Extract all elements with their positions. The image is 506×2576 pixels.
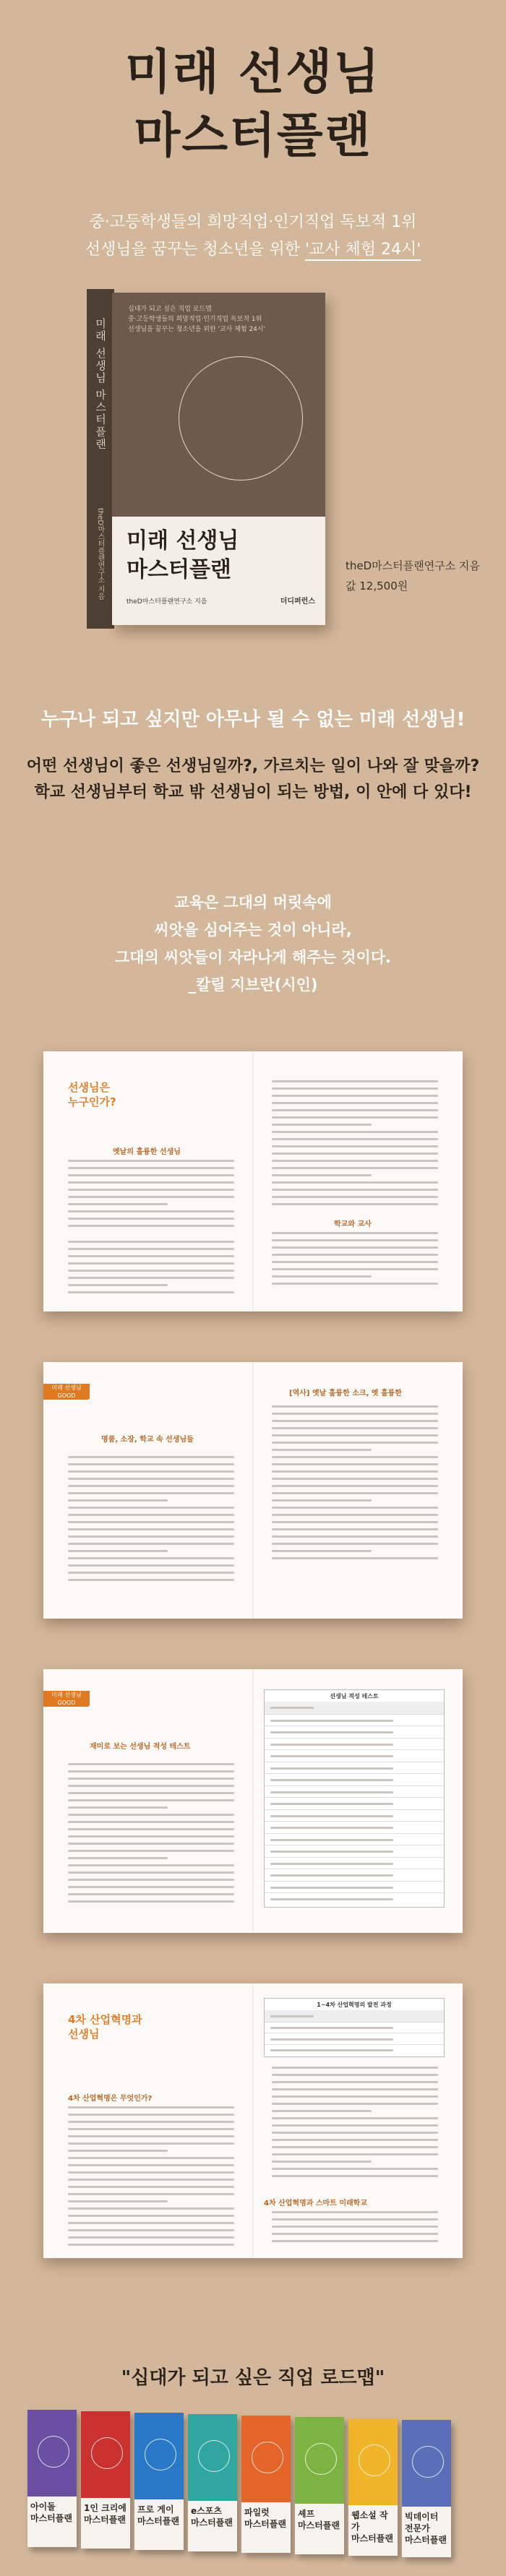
hero-section <box>0 0 506 672</box>
table-row <box>265 1785 444 1799</box>
roadmap-title: "십대가 되고 싶은 직업 로드맵" <box>121 2367 385 2389</box>
text-line <box>68 1543 234 1545</box>
text-line <box>68 1792 234 1794</box>
text-line <box>272 1413 438 1415</box>
text-line <box>270 1898 393 1900</box>
text-line <box>272 1499 372 1502</box>
cover-title-panel <box>112 517 325 625</box>
text-line <box>272 1095 438 1097</box>
text-line <box>68 2200 168 2202</box>
series-book-title: 프로 게이 마스터플랜 <box>137 2504 179 2526</box>
text-line <box>272 1254 438 1256</box>
cover-title-2: 마스터플랜 <box>126 557 231 582</box>
quote-line3: 그대의 씨앗들이 자라나게 해주는 것이다. <box>114 949 392 966</box>
text-line <box>272 1449 372 1451</box>
text-line <box>270 1707 314 1709</box>
series-book-circle-icon <box>198 2440 230 2472</box>
text-line <box>68 1270 234 1272</box>
text-line <box>68 1579 234 1581</box>
text-line <box>68 1900 234 1903</box>
spread4-table-title: 1~4차 산업혁명의 발전 과정 <box>317 2002 392 2008</box>
text-line <box>272 1124 372 1126</box>
text-line <box>68 1167 234 1169</box>
text-line <box>272 1492 438 1494</box>
series-book-circle-icon <box>145 2439 176 2471</box>
spread1-section-b: 학교와 교사 <box>334 1220 372 1228</box>
cover-top-text <box>128 304 312 335</box>
text-line <box>68 1499 168 1502</box>
text-line <box>68 1262 234 1265</box>
text-line <box>68 2114 234 2116</box>
text-line <box>270 1851 393 1853</box>
quote-line4: _칼릴 지브란(시인) <box>188 976 318 994</box>
text-line <box>68 2186 234 2188</box>
sample-spread-1 <box>43 1051 463 1311</box>
table-row <box>265 1892 444 1905</box>
text-line <box>68 2171 234 2174</box>
spread2-section-a: 명품, 소장, 학교 속 선생님들 <box>101 1436 194 1444</box>
series-book-panel <box>134 2499 184 2550</box>
series-book-title: 1인 크리에 마스터플랜 <box>84 2503 126 2525</box>
spread4-section-b: 4차 산업혁명과 스마트 미래학교 <box>264 2200 367 2207</box>
text-line <box>272 2161 372 2163</box>
text-line <box>270 2027 393 2029</box>
text-line <box>68 2215 234 2217</box>
text-line <box>68 2121 234 2123</box>
cover-series-label: 십대가 되고 싶은 직업 로드맵 <box>128 306 212 313</box>
text-line <box>270 2049 393 2051</box>
table-row <box>265 1738 444 1751</box>
text-line <box>272 1434 438 1436</box>
series-book-circle-icon <box>38 2436 69 2468</box>
text-line <box>68 1763 234 1765</box>
text-line <box>68 1470 234 1473</box>
series-books <box>27 2410 483 2554</box>
text-line <box>272 1246 438 1249</box>
quote-section <box>0 889 506 1012</box>
series-book-title: 셰프 마스터플랜 <box>298 2509 340 2530</box>
text-line <box>68 1850 234 1852</box>
text-line <box>68 1564 234 1567</box>
text-line <box>272 1543 438 1545</box>
text-line <box>68 1806 168 1809</box>
text-line <box>272 1080 438 1082</box>
table-row <box>265 1726 444 1739</box>
text-line <box>68 1291 234 1293</box>
series-book-panel <box>188 2501 237 2551</box>
headline-main: 누구나 되고 싶지만 아무나 될 수 없는 미래 선생님! <box>40 709 466 731</box>
series-book <box>295 2417 344 2554</box>
sample-spread-2 <box>43 1362 463 1619</box>
text-line <box>68 1225 234 1227</box>
text-line <box>272 1478 438 1480</box>
text-line <box>272 2132 438 2134</box>
text-line <box>272 1145 438 1147</box>
text-line <box>272 1261 438 1263</box>
text-line <box>272 1456 438 1458</box>
hero-subtitle-line1: 중·고등학생들의 희망직업·인기직업 독보적 1위 <box>89 213 417 231</box>
spread1-section-a: 옛날의 훌륭한 선생님 <box>113 1148 181 1156</box>
text-line <box>272 1167 438 1169</box>
table-row <box>265 1809 444 1822</box>
text-line <box>272 1116 438 1119</box>
text-line <box>272 1102 438 1104</box>
text-line <box>68 1521 234 1523</box>
spine-title: 미래 선생님 마스터플랜 <box>94 318 107 451</box>
text-line <box>68 2128 234 2130</box>
text-line <box>272 2081 438 2083</box>
text-line <box>272 2168 438 2170</box>
text-line <box>68 1507 234 1509</box>
table-row <box>265 1881 444 1894</box>
book-price: 값 12,500원 <box>346 580 408 593</box>
table-row <box>265 1773 444 1786</box>
text-line <box>270 1767 393 1770</box>
text-line <box>68 2193 234 2195</box>
hero-title-line1: 미래 선생님 <box>125 44 381 100</box>
table-row <box>265 1845 444 1858</box>
spread3-tag: 미래 선생님 GOOD <box>43 1691 90 1707</box>
text-line <box>68 1528 234 1530</box>
text-line <box>272 2153 438 2155</box>
text-line <box>270 1827 393 1829</box>
cover-tagline-1: 중·고등학생들의 희망직업·인기직업 독보적 1위 <box>128 316 262 323</box>
text-line <box>68 2207 234 2210</box>
text-line <box>68 1255 234 1257</box>
hero-subtitle-line2 <box>0 237 506 263</box>
series-book <box>188 2414 237 2551</box>
series-book <box>27 2410 77 2547</box>
text-line <box>68 1174 234 1176</box>
text-line <box>68 1886 234 1888</box>
book-cover <box>112 293 325 625</box>
text-line <box>272 1196 438 1198</box>
text-line <box>272 1283 438 1285</box>
text-line <box>272 1131 438 1133</box>
table-row <box>265 2044 444 2056</box>
text-line <box>68 1557 234 1559</box>
text-line <box>68 1514 234 1516</box>
text-line <box>272 1189 438 1191</box>
series-book-panel <box>295 2504 344 2554</box>
series-book-title: 아이돌 마스터플랜 <box>30 2502 72 2523</box>
series-book <box>134 2413 184 2550</box>
table-row <box>265 1702 444 1714</box>
table-row <box>265 1749 444 1762</box>
text-line <box>272 1232 438 1234</box>
text-line <box>270 1815 393 1817</box>
text-line <box>68 1770 234 1772</box>
text-line <box>272 2218 438 2220</box>
text-line <box>272 2067 438 2069</box>
text-line <box>68 1492 234 1494</box>
text-line <box>270 2038 393 2041</box>
hero-subtitle-pre: 선생님을 꿈꾸는 청소년을 위한 <box>85 241 305 259</box>
text-line <box>272 1427 438 1429</box>
series-book <box>348 2418 398 2556</box>
text-line <box>270 1887 393 1889</box>
text-line <box>272 2074 438 2076</box>
text-line <box>272 2211 438 2213</box>
text-line <box>272 1109 438 1111</box>
text-line <box>68 1241 234 1243</box>
table-row <box>265 2033 444 2045</box>
text-line <box>68 1821 234 1823</box>
text-line <box>272 1463 438 1465</box>
text-line <box>272 1087 438 1090</box>
text-line <box>272 1405 438 1408</box>
series-book <box>241 2416 291 2553</box>
text-line <box>68 1210 234 1212</box>
spine-author: theD마스터플랜연구소 지음 <box>96 507 104 600</box>
spread3-section-a: 재미로 보는 선생님 적성 테스트 <box>90 1743 191 1751</box>
text-line <box>272 1507 438 1509</box>
text-line <box>68 2150 168 2152</box>
table-row <box>265 2010 444 2022</box>
series-book-title: 웹소설 작가 마스터플랜 <box>351 2510 393 2543</box>
sample-spread-3 <box>43 1669 463 1933</box>
spread4-table <box>264 1998 445 2057</box>
cover-tagline-2: 선생님을 꿈꾸는 청소년을 위한 '교사 체험 24시' <box>128 326 266 333</box>
text-line <box>270 1803 393 1805</box>
series-book-title: e스포츠 마스터플랜 <box>191 2506 233 2528</box>
text-line <box>270 1791 393 1793</box>
text-line <box>272 1420 438 1422</box>
text-line <box>68 1181 234 1184</box>
quote-line1: 교육은 그대의 머릿속에 <box>174 894 332 911</box>
text-line <box>272 2088 438 2090</box>
text-line <box>68 2222 234 2224</box>
text-line <box>68 1843 234 1845</box>
text-line <box>272 2175 438 2177</box>
text-line <box>68 2229 234 2231</box>
text-line <box>68 1857 168 1859</box>
text-line <box>270 1874 393 1877</box>
text-line <box>272 1239 438 1241</box>
hero-subtitle-highlight: '교사 체험 24시' <box>305 241 421 261</box>
text-line <box>272 2117 438 2119</box>
text-line <box>270 1863 393 1865</box>
text-line <box>68 1189 234 1191</box>
text-line <box>272 1203 438 1205</box>
text-line <box>272 1485 438 1487</box>
text-line <box>68 1879 234 1881</box>
spread2-tag: 미래 선생님 GOOD <box>43 1384 90 1400</box>
text-line <box>68 2106 234 2108</box>
text-line <box>68 1778 234 1780</box>
text-line <box>68 2244 234 2246</box>
text-line <box>68 1550 168 1552</box>
text-line <box>270 1839 393 1841</box>
spread1-chapter-title: 선생님은 누구인가? <box>68 1081 116 1108</box>
text-line <box>272 1181 438 1184</box>
text-line <box>68 1864 234 1866</box>
text-line <box>270 1731 393 1733</box>
text-line <box>272 2226 438 2228</box>
spread4-section-a: 4차 산업혁명은 무엇인가? <box>68 2095 153 2103</box>
table-row <box>265 2022 444 2034</box>
headline-section <box>0 676 506 871</box>
series-book-panel <box>81 2498 130 2549</box>
headline-line1: 어떤 선생님이 좋은 선생님일까?, 가르치는 일이 나와 잘 맞을까? <box>26 757 480 775</box>
text-line <box>272 2139 438 2141</box>
text-line <box>68 1478 234 1480</box>
table-row <box>265 1869 444 1882</box>
text-line <box>68 2135 234 2137</box>
text-line <box>68 1248 234 1250</box>
text-line <box>272 1174 372 1176</box>
text-line <box>270 1755 393 1757</box>
spread3-table <box>264 1689 445 1908</box>
text-line <box>68 2164 234 2166</box>
series-book <box>402 2420 451 2557</box>
book-author: theD마스터플랜연구소 지음 <box>346 559 480 572</box>
series-book-circle-icon <box>252 2442 283 2473</box>
series-book-circle-icon <box>305 2443 337 2475</box>
headline-line2: 학교 선생님부터 학교 밖 선생님이 되는 방법, 이 안에 다 있다! <box>34 783 472 801</box>
cover-publisher: 더디퍼런스 <box>280 598 315 606</box>
text-line <box>68 2157 234 2159</box>
text-line <box>68 1218 234 1220</box>
text-line <box>68 1828 234 1830</box>
text-line <box>68 1814 234 1816</box>
cover-title-1: 미래 선생님 <box>126 528 239 553</box>
text-line <box>272 2124 438 2127</box>
series-book-panel <box>27 2497 77 2547</box>
text-line <box>272 1442 438 1444</box>
table-row <box>265 1833 444 1846</box>
series-book-circle-icon <box>412 2446 444 2478</box>
text-line <box>68 1799 234 1801</box>
text-line <box>68 1871 234 1874</box>
spread4-chapter-title: 4차 산업혁명과 선생님 <box>68 2013 142 2041</box>
text-line <box>272 1138 438 1140</box>
sample-spread-4 <box>43 1983 463 2258</box>
spread3-table-title: 선생님 적성 테스트 <box>330 1693 379 1700</box>
text-line <box>68 1572 234 1574</box>
text-line <box>272 2103 438 2105</box>
table-row <box>265 1857 444 1870</box>
text-line <box>68 1203 168 1205</box>
series-book-title: 파일럿 마스터플랜 <box>244 2507 286 2529</box>
series-book <box>81 2411 130 2549</box>
text-line <box>272 2233 438 2235</box>
text-line <box>68 1893 234 1895</box>
text-line <box>272 2146 438 2148</box>
text-line <box>68 1456 234 1458</box>
table-row <box>265 1762 444 1775</box>
series-book-panel <box>402 2507 451 2557</box>
text-line <box>272 2110 372 2112</box>
text-line <box>270 1720 393 1722</box>
text-line <box>272 1550 372 1552</box>
text-line <box>272 2240 438 2242</box>
text-line <box>272 1557 438 1559</box>
text-line <box>270 2015 314 2017</box>
cover-author: theD마스터플랜연구소 지음 <box>126 598 207 606</box>
series-book-title: 빅데이터 전문가 마스터플랜 <box>405 2512 447 2545</box>
text-line <box>272 1268 438 1270</box>
text-line <box>68 2179 234 2181</box>
text-line <box>68 1160 234 1162</box>
cover-circle-icon <box>179 356 303 481</box>
text-line <box>270 1779 393 1781</box>
text-line <box>68 1196 234 1198</box>
text-line <box>272 1535 438 1538</box>
series-book-circle-icon <box>91 2437 123 2469</box>
text-line <box>272 1528 438 1530</box>
text-line <box>272 2095 438 2098</box>
hero-title-line2: 마스터플랜 <box>134 108 372 163</box>
table-row <box>265 1821 444 1834</box>
series-book-circle-icon <box>359 2444 390 2476</box>
series-book-panel <box>348 2505 398 2556</box>
text-line <box>272 1160 438 1162</box>
book-spine <box>87 289 114 629</box>
quote-line2: 씨앗을 심어주는 것이 아니라, <box>154 921 352 939</box>
table-row <box>265 1714 444 1727</box>
table-row <box>265 1797 444 1810</box>
headline-sub <box>0 754 506 806</box>
text-line <box>68 2236 234 2239</box>
text-line <box>272 1275 372 1278</box>
text-line <box>272 1470 438 1473</box>
text-line <box>68 1284 168 1286</box>
spread2-section-b: [역사] 옛날 훌륭한 소크, 옛 훌륭한 <box>289 1390 402 1397</box>
text-line <box>68 1277 234 1279</box>
text-line <box>68 1785 234 1787</box>
text-line <box>68 1463 234 1465</box>
text-line <box>68 1535 234 1538</box>
text-line <box>270 1744 393 1746</box>
text-line <box>272 1153 438 1155</box>
text-line <box>68 1835 234 1838</box>
text-line <box>272 1521 438 1523</box>
series-book-panel <box>241 2502 291 2553</box>
text-line <box>68 2142 234 2145</box>
text-line <box>68 1485 234 1487</box>
text-line <box>272 1514 438 1516</box>
